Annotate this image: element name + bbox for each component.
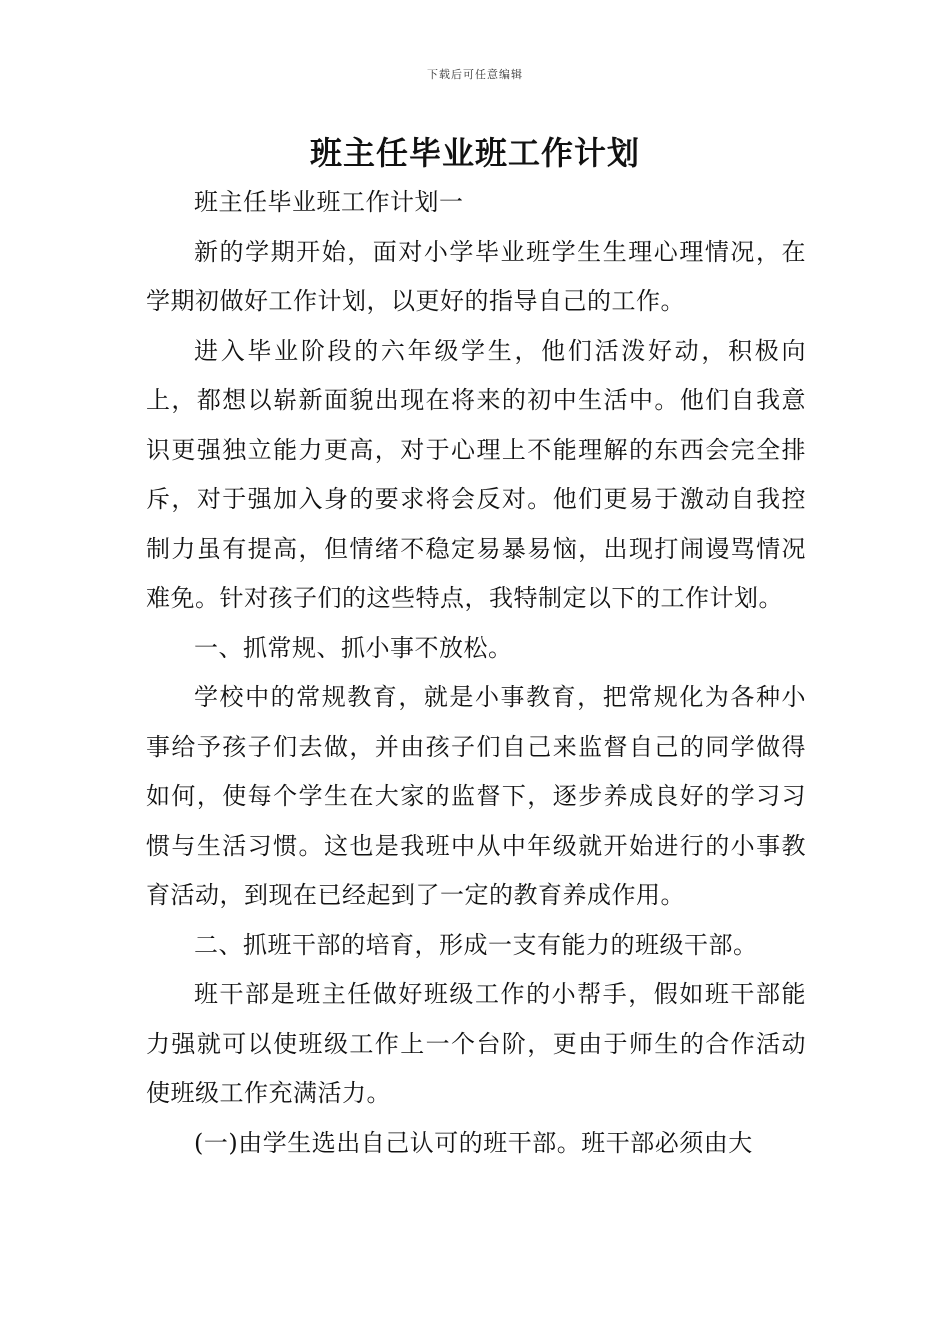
section-heading: 班主任毕业班工作计划一 xyxy=(194,188,464,216)
paragraph: 班干部是班主任做好班级工作的小帮手，假如班干部能力强就可以使班级工作上一个台阶，更由于师生的合作活动使班级工作充满活力。 xyxy=(146,980,806,1107)
header-note: 下载后可任意编辑 xyxy=(427,68,523,81)
paragraph: 学校中的常规教育，就是小事教育，把常规化为各种小事给予孩子们去做，并由孩子们自己来监督自己的同学做得如何，使每个学生在大家的监督下，逐步养成良好的学习习惯与生活习惯。这也是我班中从中年级就开始进行的小事教育活动，到现在已经起到了一定的教育养成作用。 xyxy=(146,683,806,909)
section-heading: 二、抓班干部的培育，形成一支有能力的班级干部。 xyxy=(194,930,758,959)
paragraph: (一)由学生选出自己认可的班干部。班干部必须由大 xyxy=(194,1128,753,1157)
document-title: 班主任毕业班工作计划 xyxy=(309,134,640,172)
paragraph: 新的学期开始，面对小学毕业班学生生理心理情况，在学期初做好工作计划，以更好的指导自己的工作。 xyxy=(146,237,806,315)
document-body xyxy=(146,178,806,1168)
section-heading: 一、抓常规、抓小事不放松。 xyxy=(194,633,513,662)
paragraph: 进入毕业阶段的六年级学生，他们活泼好动，积极向上，都想以崭新面貌出现在将来的初中生活中。他们自我意识更强独立能力更高，对于心理上不能理解的东西会完全排斥，对于强加入身的要求将会反对。他们更易于激动自我控制力虽有提高，但情绪不稳定易暴易恼，出现打闹谩骂情况难免。针对孩子们的这些特点，我特制定以下的工作计划。 xyxy=(146,336,806,612)
